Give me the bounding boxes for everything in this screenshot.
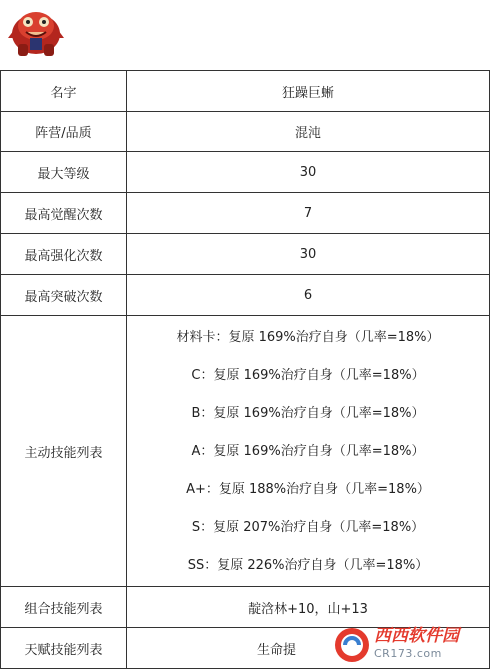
row-value-max-enhance: 30 xyxy=(127,234,490,275)
character-info-table xyxy=(0,70,490,669)
table-row xyxy=(1,316,490,587)
row-label-name: 名字 xyxy=(1,71,127,112)
skill-item: A+：复原 188%治疗自身（几率=18%） xyxy=(186,482,430,497)
row-label-max-level: 最大等级 xyxy=(1,152,127,193)
site-watermark xyxy=(332,625,482,665)
row-value-faction: 混沌 xyxy=(127,112,490,152)
table-row xyxy=(1,234,490,275)
row-label-max-enhance: 最高强化次数 xyxy=(1,234,127,275)
skill-item: B：复原 169%治疗自身（几率=18%） xyxy=(191,406,425,421)
skill-item: SS：复原 226%治疗自身（几率=18%） xyxy=(187,558,429,573)
row-value-combo-skills: 靛浛林+10，山+13 xyxy=(127,587,490,628)
skill-item: 材料卡：复原 169%治疗自身（几率=18%） xyxy=(176,330,440,345)
row-value-max-awaken: 7 xyxy=(127,193,490,234)
row-value-max-level: 30 xyxy=(127,152,490,193)
watermark-brand: 西西软件园 xyxy=(374,626,459,646)
row-label-active-skills: 主动技能列表 xyxy=(1,316,127,587)
row-label-combo-skills: 组合技能列表 xyxy=(1,587,127,628)
skill-item: C：复原 169%治疗自身（几率=18%） xyxy=(191,368,425,383)
table-row xyxy=(1,275,490,316)
table-row xyxy=(1,112,490,152)
row-value-max-breakthrough: 6 xyxy=(127,275,490,316)
row-label-max-breakthrough: 最高突破次数 xyxy=(1,275,127,316)
row-label-max-awaken: 最高觉醒次数 xyxy=(1,193,127,234)
table-row xyxy=(1,152,490,193)
watermark-logo-icon xyxy=(332,626,372,664)
table-row xyxy=(1,71,490,112)
creature-avatar xyxy=(6,0,66,60)
row-label-faction: 阵营/品质 xyxy=(1,112,127,152)
skill-item: A：复原 169%治疗自身（几率=18%） xyxy=(191,444,425,459)
skill-item: S：复原 207%治疗自身（几率=18%） xyxy=(191,520,425,535)
row-label-talent-skills: 天赋技能列表 xyxy=(1,628,127,669)
watermark-site: CR173.com xyxy=(374,647,442,660)
active-skills-list xyxy=(127,316,490,587)
row-value-talent-skills: 生命提 xyxy=(127,628,490,669)
table-row xyxy=(1,193,490,234)
table-row xyxy=(1,587,490,628)
row-value-name: 狂躁巨蜥 xyxy=(127,71,490,112)
